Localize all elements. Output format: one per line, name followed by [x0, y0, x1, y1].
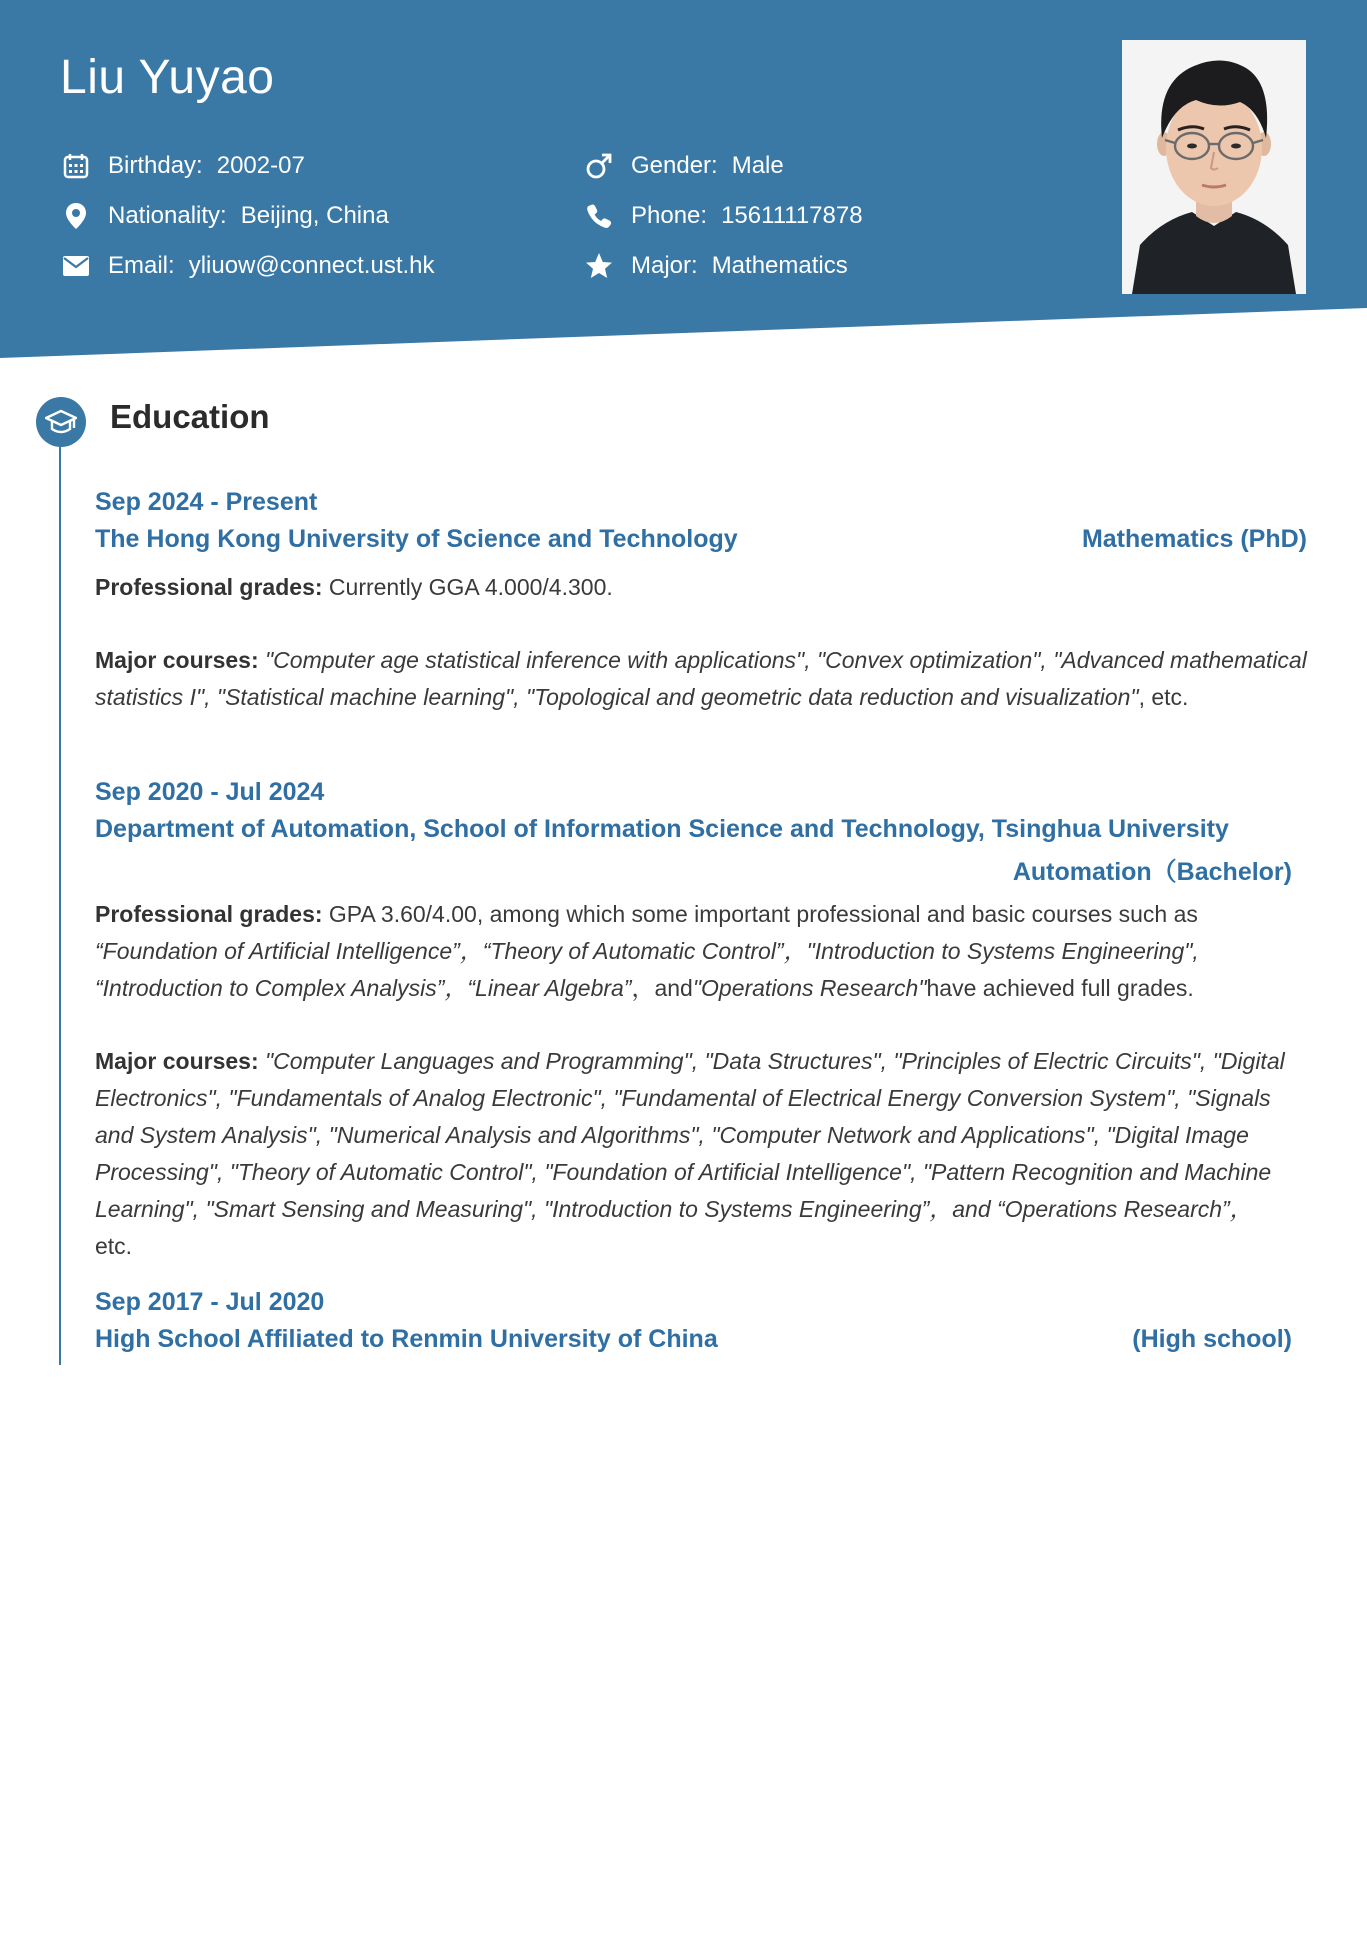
courses-tail: etc.	[95, 1233, 133, 1259]
profile-photo	[1122, 40, 1306, 294]
major-label: Major:	[631, 252, 698, 279]
grades-label: Professional grades:	[95, 574, 323, 600]
email-label: Email:	[108, 252, 175, 279]
gender-label: Gender:	[631, 152, 718, 179]
courses-list: "Computer age statistical inference with applications", "Convex optimization", "Advanced mathematical statistics I", "Statistical machine learning", "Topological and geometric data reduction and visualization"	[95, 647, 1307, 710]
phone-label: Phone:	[631, 202, 708, 229]
gender-value: Male	[731, 152, 784, 179]
section-title-education: Education	[110, 398, 270, 435]
entry-degree: Automation（Bachelor)	[1012, 858, 1292, 886]
phone-row	[585, 202, 863, 230]
entry-degree: (High school)	[1132, 1325, 1292, 1353]
grades-last-course: "Operations Research"	[692, 975, 927, 1001]
phone-icon	[585, 202, 613, 230]
entry-courses	[95, 1043, 1307, 1265]
major-row	[585, 252, 848, 280]
entry-school: High School Affiliated to Renmin University of China	[95, 1325, 718, 1353]
entry-courses	[95, 642, 1307, 716]
entry-grades	[95, 569, 1307, 606]
major-value: Mathematics	[711, 252, 848, 279]
courses-list: "Computer Languages and Programming", "Data Structures", "Principles of Electric Circuits", "Digital Electronics", "Fundamentals of Analog Electronic", "Fundamental of Electrical Energy Conversion System", "Signals and System Analysis", "Numerical Analysis and Algorithms", "Computer Network and Applications", "Digital Image Processing", "Theory of Automatic Control", "Foundation of Artificial Intelligence", "Pattern Recognition and Machine Learning", "Smart Sensing and Measuring", "Introduction to Systems Engineering”，and “Operations Research”，	[95, 1048, 1285, 1222]
mail-icon	[62, 252, 90, 280]
courses-label: Major courses:	[95, 647, 259, 673]
star-icon	[585, 252, 613, 280]
courses-tail: , etc.	[1138, 684, 1189, 710]
entry-grades	[95, 896, 1307, 1007]
graduation-cap-icon	[36, 397, 86, 447]
grades-and: ，and	[631, 975, 693, 1001]
location-pin-icon	[62, 202, 90, 230]
entry-date: Sep 2020 - Jul 2024	[95, 778, 325, 806]
nationality-value: Beijing, China	[240, 202, 389, 229]
courses-label: Major courses:	[95, 1048, 259, 1074]
grades-text: GPA 3.60/4.00, among which some important professional and basic courses such as	[322, 901, 1198, 927]
grades-courses: “Foundation of Artificial Intelligence”，“Theory of Automatic Control”，"Introduction to Systems Engineering", “Introduction to Complex Analysis”，“Linear Algebra”	[95, 938, 1199, 1001]
birthday-value: 2002-07	[216, 152, 305, 179]
email-row	[62, 252, 435, 280]
grades-tail: have achieved full grades.	[926, 975, 1194, 1001]
entry-school: Department of Automation, School of Information Science and Technology, Tsinghua University	[95, 815, 1229, 843]
calendar-icon	[62, 152, 90, 180]
resume-name: Liu Yuyao	[60, 51, 275, 104]
male-symbol-icon	[585, 152, 613, 180]
entry-degree: Mathematics (PhD)	[1081, 525, 1307, 553]
nationality-label: Nationality:	[108, 202, 227, 229]
phone-value: 15611117878	[721, 202, 863, 229]
gender-row	[585, 152, 784, 180]
nationality-row	[62, 202, 389, 230]
timeline-line	[59, 447, 61, 1365]
grades-label: Professional grades:	[95, 901, 323, 927]
entry-date: Sep 2017 - Jul 2020	[95, 1288, 325, 1316]
birthday-row	[62, 152, 305, 180]
email-value[interactable]: yliuow@connect.ust.hk	[188, 252, 435, 279]
grades-text: Currently GGA 4.000/4.300.	[322, 574, 613, 600]
entry-date: Sep 2024 - Present	[95, 488, 318, 516]
entry-school: The Hong Kong University of Science and Technology	[95, 525, 738, 553]
birthday-label: Birthday:	[108, 152, 203, 179]
